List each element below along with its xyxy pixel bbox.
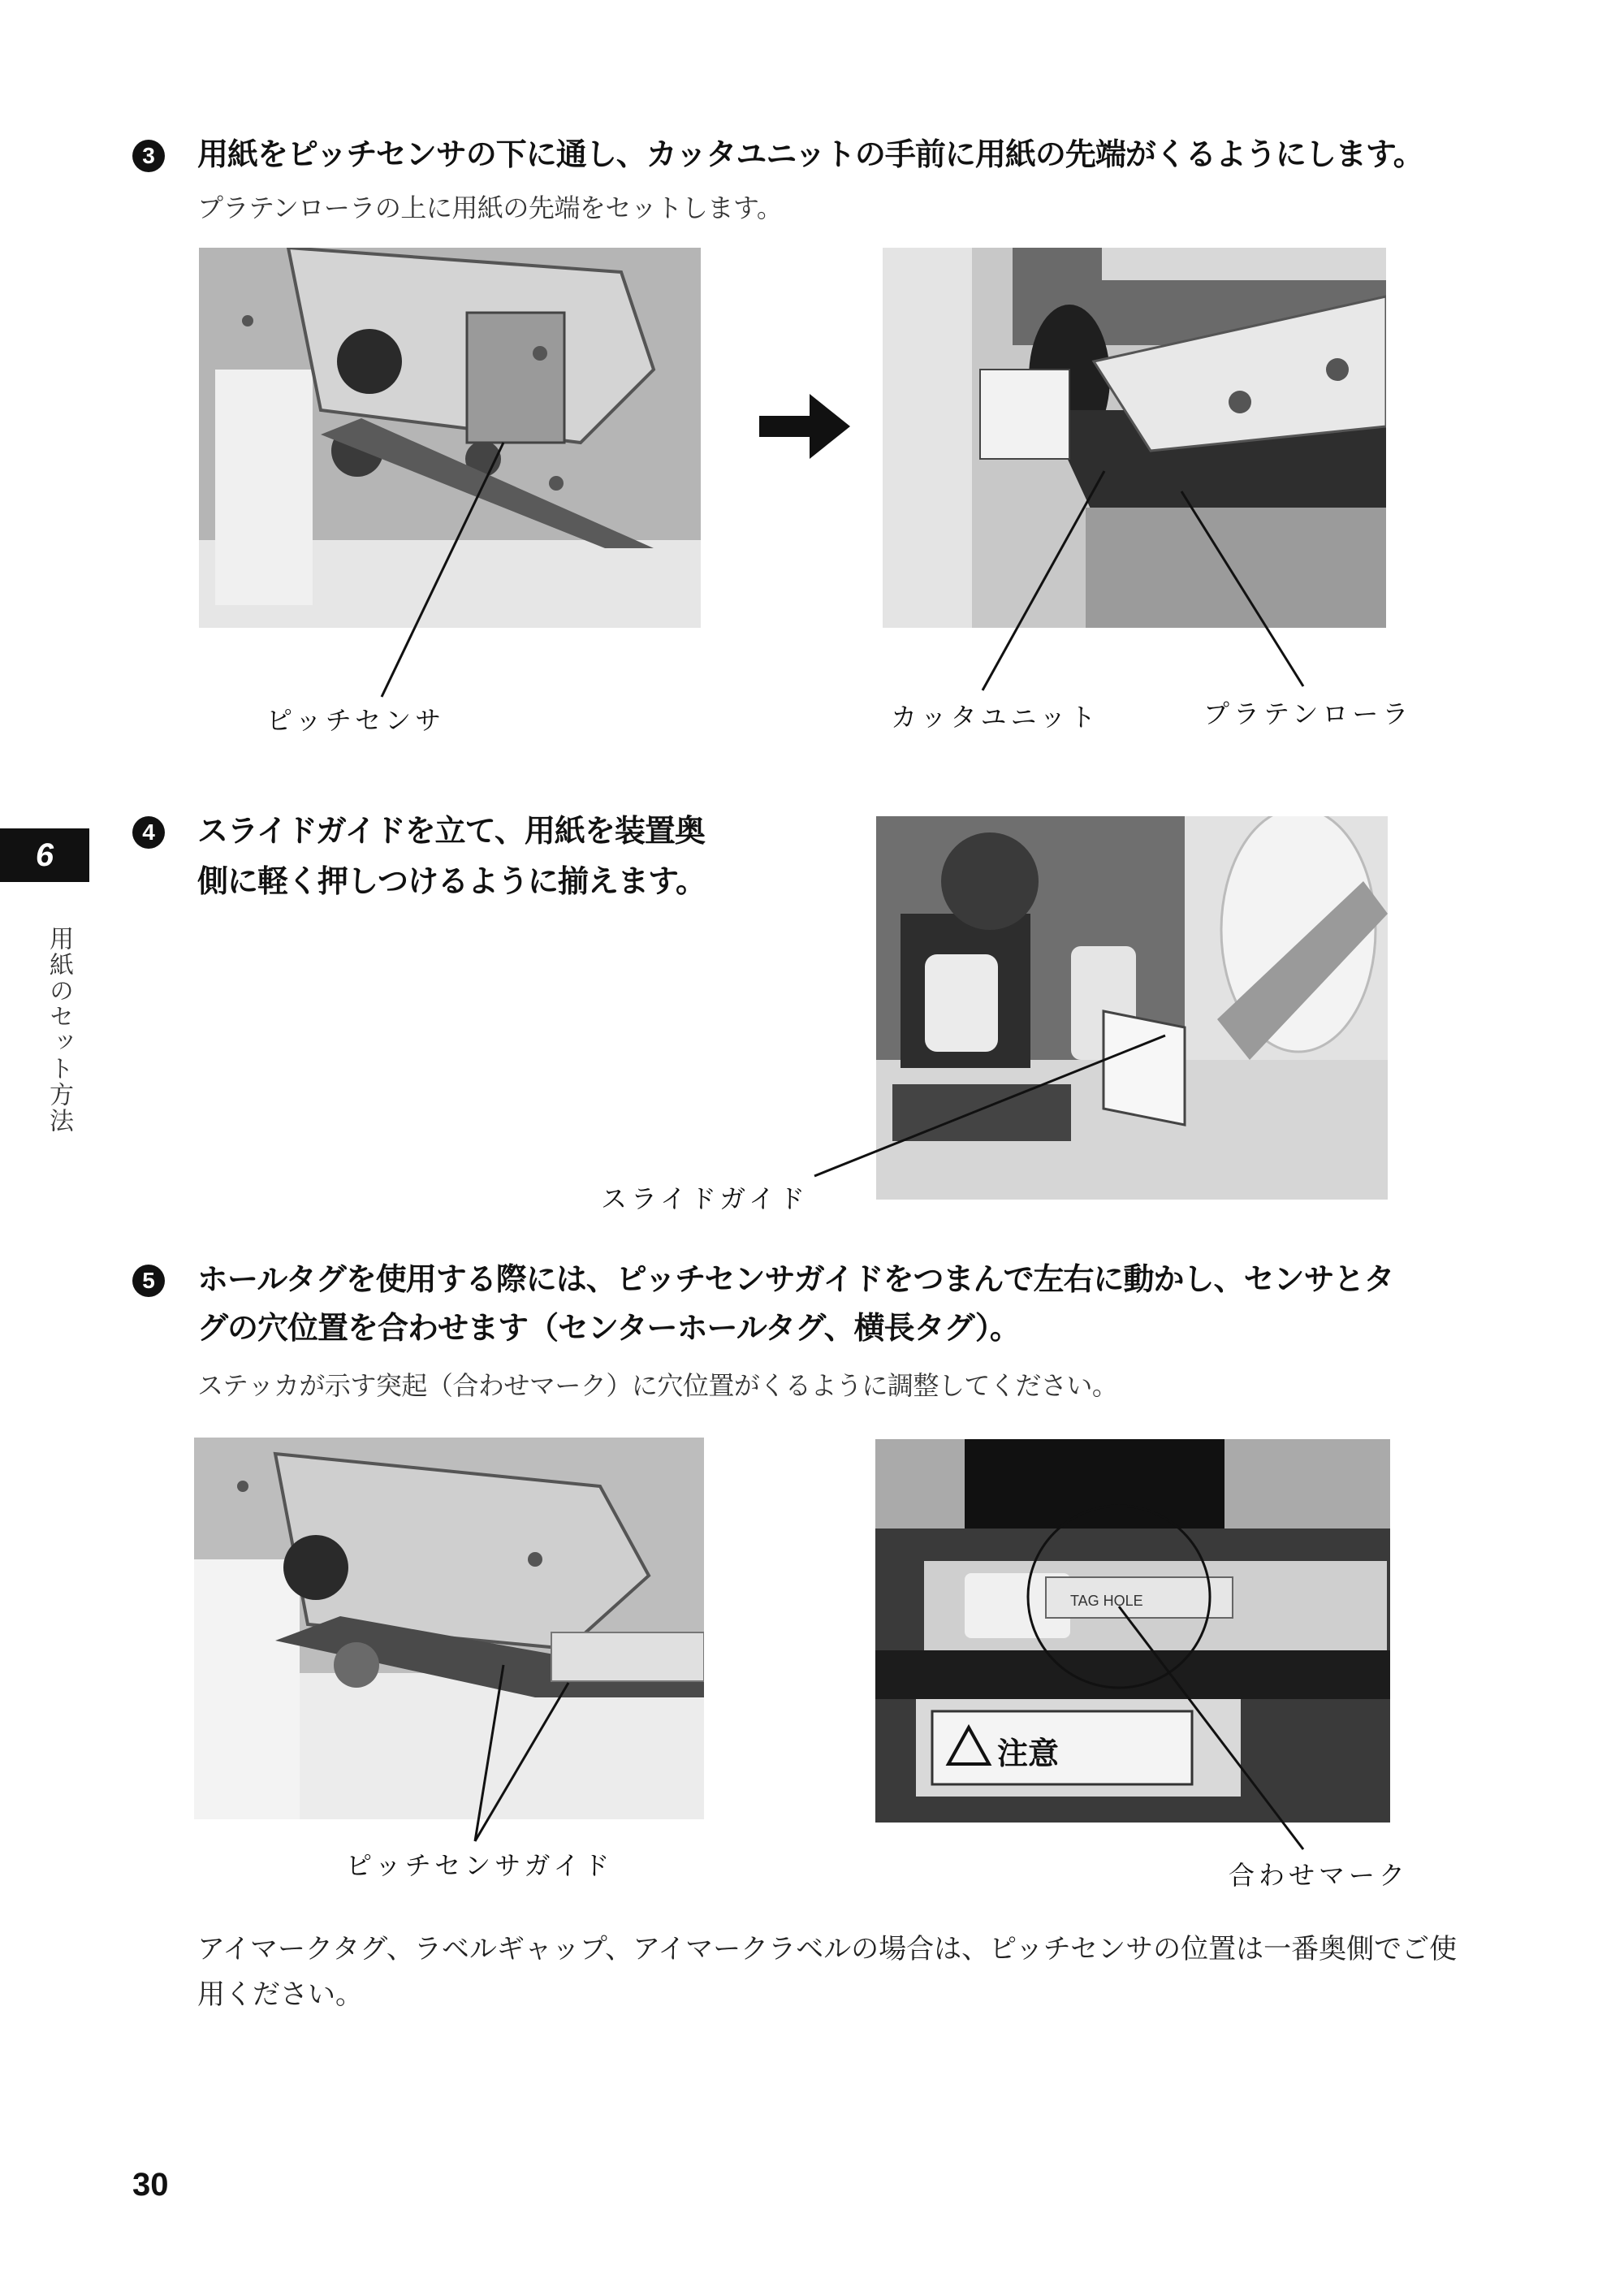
callout-slide-guide: スライドガイド xyxy=(601,1183,810,1214)
page-number: 30 xyxy=(132,2167,169,2203)
step-3-title: 用紙をピッチセンサの下に通し、カッタユニットの手前に用紙の先端がくるようにします。 xyxy=(197,136,1423,172)
chapter-tab: 6 xyxy=(0,828,89,882)
step-3-subtext: プラテンローラの上に用紙の先端をセットします。 xyxy=(197,192,783,223)
callout-platen-roller: プラテンローラ xyxy=(1203,698,1413,729)
step-4-title-line2: 側に軽く押しつけるように揃えます。 xyxy=(197,863,706,899)
arrow-right-icon xyxy=(759,390,853,463)
chapter-label: 用紙のセット方法 xyxy=(45,926,73,1134)
tag-hole-text: TAG HOLE xyxy=(1070,1593,1143,1609)
callout-cutter-unit: カッタユニット xyxy=(891,702,1100,733)
step-5-title-line1: ホールタグを使用する際には、ピッチセンサガイドをつまんで左右に動かし、センサとタ xyxy=(197,1261,1394,1297)
callout-pitch-sensor: ピッチセンサ xyxy=(266,705,446,736)
caution-text: 注意 xyxy=(997,1736,1060,1771)
photo-slide-guide xyxy=(876,816,1388,1200)
note-text: アイマークタグ、ラベルギャップ、アイマークラベルの場合は、ピッチセンサの位置は一番奥側でご使用ください。 xyxy=(197,1933,1458,2011)
step-5-number: 5 xyxy=(132,1265,165,1297)
callout-alignment-mark: 合わせマーク xyxy=(1229,1860,1410,1891)
step-4-number: 4 xyxy=(132,816,165,849)
step-5-title-line2: グの穴位置を合わせます（センターホールタグ、横長タグ）。 xyxy=(197,1310,1020,1346)
callout-pitch-sensor-guide: ピッチセンサガイド xyxy=(346,1850,614,1881)
step-3-number: 3 xyxy=(132,140,165,172)
step-5-subtext: ステッカが示す突起（合わせマーク）に穴位置がくるように調整してください。 xyxy=(197,1370,1118,1401)
photo-pitch-sensor xyxy=(199,248,701,628)
photo-alignment-mark xyxy=(875,1439,1390,1823)
step-4-title-line1: スライドガイドを立て、用紙を装置奥 xyxy=(197,813,705,849)
photo-cutter-platen xyxy=(883,248,1386,628)
photo-pitch-sensor-guide xyxy=(194,1438,704,1819)
